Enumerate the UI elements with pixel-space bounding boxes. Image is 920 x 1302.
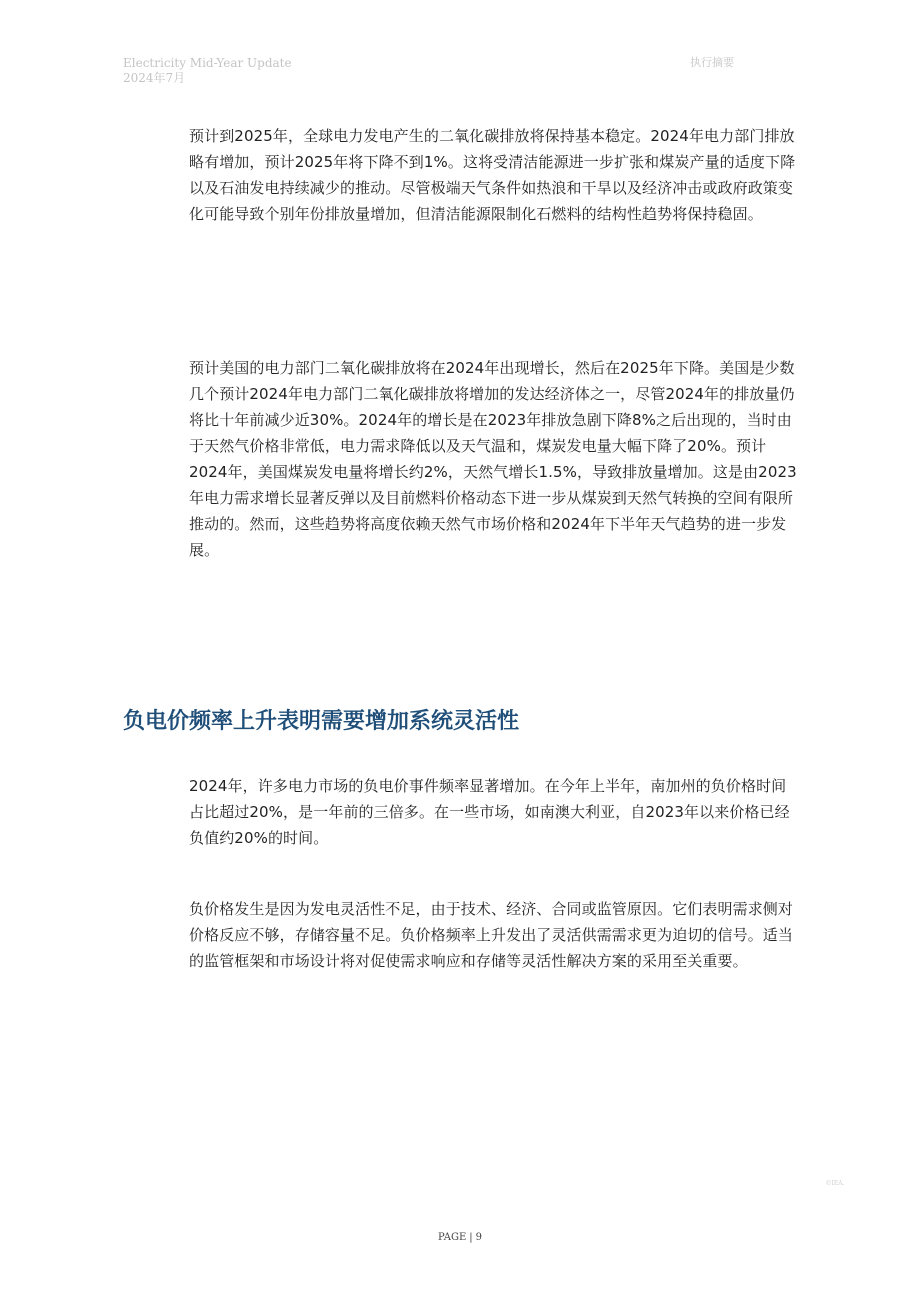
paragraph-flexibility: 负价格发生是因为发电灵活性不足，由于技术、经济、合同或监管原因。它们表明需求侧对价格反应不够，存储容量不足。负价格频率上升发出了灵活供需需求更为迫切的信号。适当的监管框架和市场设计将对促使需求响应和存储等灵活性解决方案的采用至关重要。 xyxy=(189,900,794,970)
running-header xyxy=(123,56,423,86)
report-title: Electricity Mid-Year Update xyxy=(123,56,292,70)
iea-watermark: ©IEA. xyxy=(825,1180,845,1187)
page-number: 9 xyxy=(475,1232,483,1243)
section-heading: 负电价频率上升表明需要增加系统灵活性 xyxy=(123,709,520,734)
paragraph-us-emissions: 预计美国的电力部门二氧化碳排放将在2024年出现增长，然后在2025年下降。美国是少数几个预计2024年电力部门二氧化碳排放将增加的发达经济体之一，尽管2024年的排放量仍将比十年前减少近30%。2024年的增长是在2023年排放急剧下降8%之后出现的，当时由于天然气价格非常低，电力需求降低以及天气温和，煤炭发电量大幅下降了20%。预计2024年，美国煤炭发电量将增长约2%，天然气增长1.5%，导致排放量增加。这是由2023年电力需求增长显著反弹以及目前燃料价格动态下进一步从煤炭到天然气转换的空间有限所推动的。然而，这些趋势将高度依赖天然气市场价格和2024年下半年天气趋势的进一步发展。 xyxy=(189,359,797,559)
section-label: 执行摘要 xyxy=(690,56,734,69)
report-date: 2024年7月 xyxy=(123,71,186,85)
footer-separator: | xyxy=(469,1232,473,1243)
paragraph-global-emissions: 预计到2025年，全球电力发电产生的二氧化碳排放将保持基本稳定。2024年电力部门排放略有增加，预计2025年将下降不到1%。这将受清洁能源进一步扩张和煤炭产量的适度下降以及石油发电持续减少的推动。尽管极端天气条件如热浪和干旱以及经济冲击或政府政策变化可能导致个别年份排放量增加，但清洁能源限制化石燃料的结构性趋势将保持稳固。 xyxy=(189,127,796,223)
paragraph-negative-prices: 2024年，许多电力市场的负电价事件频率显著增加。在今年上半年，南加州的负价格时间占比超过20%，是一年前的三倍多。在一些市场，如南澳大利亚，自2023年以来价格已经负值约20%的时间。 xyxy=(189,777,790,847)
page-footer xyxy=(0,1232,920,1244)
page-label: PAGE xyxy=(437,1232,467,1243)
